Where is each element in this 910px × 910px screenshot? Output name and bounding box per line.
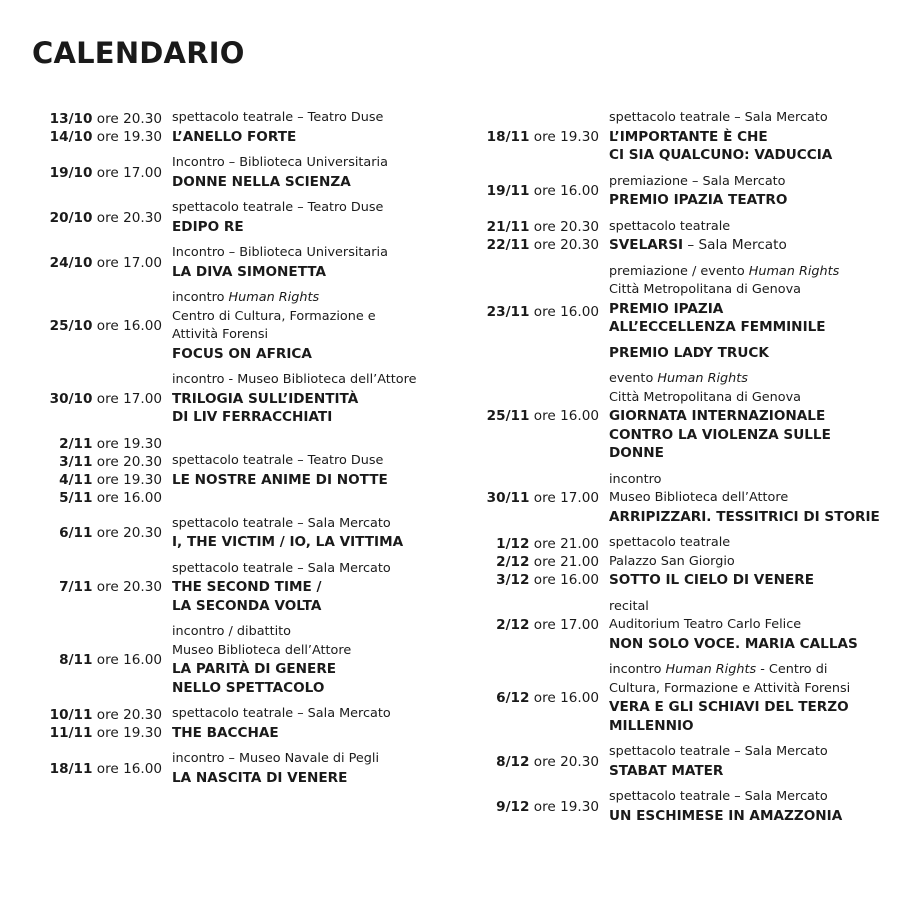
date-time: ore 20.30 <box>529 219 599 235</box>
date-time: ore 20.30 <box>92 525 162 541</box>
entry-details <box>609 109 903 165</box>
date-time: ore 17.00 <box>92 164 162 181</box>
entry-date <box>32 254 162 272</box>
event-info: recital <box>609 598 649 614</box>
calendar-entry <box>32 435 452 507</box>
event-info: spettacolo teatrale – Sala Mercato <box>172 560 391 576</box>
entry-date <box>32 435 162 453</box>
entry-dates <box>32 435 172 507</box>
event-title: PREMIO LADY TRUCK <box>609 344 769 361</box>
date-time: ore 16.00 <box>92 760 162 777</box>
date-day: 18/11 <box>486 128 530 145</box>
entry-date <box>483 303 599 321</box>
date-day: 14/10 <box>49 128 93 145</box>
date-day: 8/12 <box>496 753 530 770</box>
entry-date <box>32 164 162 182</box>
date-day: 2/12 <box>496 553 530 570</box>
entry-date <box>32 489 162 507</box>
entry-details <box>172 199 452 236</box>
event-title: THE SECOND TIME / <box>172 579 322 595</box>
entry-details <box>172 623 452 697</box>
entry-date <box>32 209 162 227</box>
date-time: ore 16.00 <box>92 318 162 334</box>
event-info: premiazione – Sala Mercato <box>609 173 786 189</box>
entry-date <box>483 798 599 816</box>
entry-date <box>32 524 162 542</box>
entry-date <box>483 218 599 236</box>
date-time: ore 16.00 <box>529 304 599 321</box>
event-info: Città Metropolitana di Genova <box>609 389 802 405</box>
event-info: Incontro – Biblioteca Universitaria <box>172 155 388 170</box>
entry-dates <box>32 317 172 335</box>
date-time: ore 20.30 <box>529 237 599 253</box>
event-info: spettacolo teatrale <box>609 218 731 234</box>
date-day: 20/10 <box>49 209 93 226</box>
date-time: ore 19.30 <box>529 128 599 145</box>
entry-dates <box>483 182 609 200</box>
calendar-entry <box>32 109 452 146</box>
date-day: 8/11 <box>59 652 93 668</box>
date-day: 24/10 <box>49 254 93 271</box>
event-title: DONNE <box>609 445 664 461</box>
entry-date <box>483 236 599 254</box>
date-day: 7/11 <box>59 579 93 596</box>
entry-details <box>172 515 452 552</box>
date-time: ore 17.00 <box>92 390 162 407</box>
date-day: 2/12 <box>496 617 530 634</box>
entry-date <box>32 471 162 489</box>
date-time: ore 16.00 <box>92 489 162 506</box>
entry-details <box>172 289 452 363</box>
entry-details <box>609 173 903 210</box>
entry-details <box>172 109 452 146</box>
event-info: spettacolo teatrale – Teatro Duse <box>172 453 384 468</box>
entry-date <box>32 706 162 724</box>
entry-date <box>32 317 162 335</box>
event-title: ALL’ECCELLENZA FEMMINILE <box>609 319 826 335</box>
event-info: spettacolo teatrale – Teatro Duse <box>172 110 384 125</box>
event-title: PREMIO IPAZIA <box>609 300 724 317</box>
entry-dates <box>483 218 609 254</box>
date-day: 10/11 <box>49 706 93 723</box>
entry-dates <box>483 303 609 321</box>
calendar-entry <box>32 750 452 787</box>
date-day: 30/10 <box>49 390 93 407</box>
page-title: CALENDARIO <box>32 36 245 70</box>
event-info: spettacolo teatrale – Teatro Duse <box>172 200 384 215</box>
entry-details <box>172 705 452 742</box>
entry-details <box>609 370 903 463</box>
calendar-entry <box>483 218 903 255</box>
date-time: ore 16.00 <box>529 571 599 588</box>
event-title: LA NASCITA DI VENERE <box>172 769 348 786</box>
entry-details <box>609 743 903 780</box>
calendar-entry <box>32 371 452 427</box>
event-info: Museo Biblioteca dell’Attore <box>172 642 352 658</box>
event-info: spettacolo teatrale – Sala Mercato <box>172 515 391 531</box>
entry-details <box>172 452 452 489</box>
date-time: ore 20.30 <box>92 579 162 596</box>
entry-dates <box>483 489 609 507</box>
calendar-entry <box>32 623 452 697</box>
calendar-entry <box>483 661 903 735</box>
event-title: L’IMPORTANTE È CHE <box>609 128 768 145</box>
event-title: SOTTO IL CIELO DI VENERE <box>609 572 815 588</box>
entry-date <box>483 616 599 634</box>
entry-date <box>483 689 599 707</box>
date-day: 11/11 <box>49 724 93 741</box>
calendar-entry <box>32 244 452 281</box>
calendar-entry <box>483 598 903 654</box>
entry-date <box>483 489 599 507</box>
entry-date <box>32 128 162 146</box>
calendar-entry <box>483 743 903 780</box>
date-time: ore 20.30 <box>92 110 162 127</box>
calendar-entry <box>32 560 452 616</box>
event-info: Centro di Cultura, Formazione e <box>172 308 376 324</box>
date-time: ore 19.30 <box>529 798 599 815</box>
calendar-entry <box>32 289 452 363</box>
event-info: spettacolo teatrale <box>609 535 731 550</box>
entry-date <box>32 453 162 471</box>
entry-dates <box>483 128 609 146</box>
event-info: Palazzo San Giorgio <box>609 553 735 569</box>
entry-dates <box>483 798 609 816</box>
event-info: Incontro – Biblioteca Universitaria <box>172 245 388 260</box>
entry-date <box>483 571 599 589</box>
entry-details <box>609 534 903 590</box>
event-info: Auditorium Teatro Carlo Felice <box>609 617 802 632</box>
date-day: 25/10 <box>49 318 93 334</box>
event-info: incontro Human Rights - Centro di <box>609 662 828 677</box>
event-title: GIORNATA INTERNAZIONALE <box>609 408 826 424</box>
event-info: incontro – Museo Navale di Pegli <box>172 751 380 766</box>
calendar-entry <box>483 263 903 363</box>
entry-date <box>32 578 162 596</box>
event-info: spettacolo teatrale – Sala Mercato <box>609 110 828 125</box>
entry-dates <box>32 254 172 272</box>
entry-dates <box>32 110 172 146</box>
event-title: CI SIA QUALCUNO: VADUCCIA <box>609 147 833 163</box>
entry-date <box>483 535 599 553</box>
date-time: ore 20.30 <box>529 753 599 770</box>
entry-dates <box>32 209 172 227</box>
event-title: EDIPO RE <box>172 218 244 235</box>
event-title: CONTRO LA VIOLENZA SULLE <box>609 426 831 443</box>
entry-dates <box>32 706 172 742</box>
event-title: TRILOGIA SULL’IDENTITÀ <box>172 390 359 407</box>
event-title: STABAT MATER <box>609 762 724 779</box>
entry-dates <box>32 164 172 182</box>
entry-date <box>32 110 162 128</box>
entry-dates <box>32 578 172 596</box>
date-time: ore 16.00 <box>529 183 599 199</box>
calendar-entry <box>32 705 452 742</box>
date-time: ore 16.00 <box>529 690 599 706</box>
date-day: 3/11 <box>59 453 93 470</box>
entry-dates <box>483 407 609 425</box>
calendar-entry <box>483 534 903 590</box>
event-info: spettacolo teatrale – Sala Mercato <box>609 744 828 759</box>
entry-date <box>32 760 162 778</box>
calendar-entry <box>483 370 903 463</box>
calendar-entry <box>483 173 903 210</box>
event-title: UN ESCHIMESE IN AMAZZONIA <box>609 807 843 824</box>
calendar-column-left <box>32 109 452 795</box>
entry-details <box>609 661 903 735</box>
date-day: 18/11 <box>49 760 93 777</box>
date-day: 23/11 <box>486 304 530 321</box>
event-title: I, THE VICTIM / IO, LA VITTIMA <box>172 534 404 550</box>
date-time: ore 17.00 <box>529 490 599 507</box>
calendar-entry <box>32 515 452 552</box>
entry-dates <box>32 390 172 408</box>
event-title: THE BACCHAE <box>172 724 279 741</box>
entry-dates <box>483 753 609 771</box>
entry-details <box>609 263 903 363</box>
entry-date <box>32 390 162 408</box>
date-time: ore 20.30 <box>92 453 162 470</box>
date-day: 19/10 <box>49 164 93 181</box>
date-time: ore 19.30 <box>92 724 162 741</box>
entry-date <box>32 651 162 669</box>
entry-dates <box>483 616 609 634</box>
event-info: Attività Forensi <box>172 327 269 342</box>
event-info: premiazione / evento Human Rights <box>609 263 840 279</box>
event-title: PREMIO IPAZIA TEATRO <box>609 192 788 208</box>
entry-details <box>172 560 452 616</box>
event-title: DI LIV FERRACCHIATI <box>172 409 333 425</box>
date-day: 19/11 <box>486 183 530 199</box>
entry-date <box>483 553 599 571</box>
calendar-entry <box>483 788 903 825</box>
event-title: L’ANELLO FORTE <box>172 128 297 145</box>
date-day: 6/11 <box>59 525 93 541</box>
date-day: 9/12 <box>496 798 530 815</box>
date-day: 25/11 <box>486 408 530 425</box>
date-day: 2/11 <box>59 435 93 452</box>
entry-details <box>609 471 903 527</box>
event-title: SVELARSI – Sala Mercato <box>609 237 787 253</box>
date-day: 22/11 <box>486 237 530 253</box>
entry-dates <box>32 760 172 778</box>
entry-date <box>32 724 162 742</box>
event-info: spettacolo teatrale – Sala Mercato <box>172 706 391 721</box>
entry-details <box>609 218 903 255</box>
date-day: 6/12 <box>496 690 530 706</box>
calendar-column-right <box>483 109 903 833</box>
calendar-entry <box>483 471 903 527</box>
date-day: 1/12 <box>496 535 530 552</box>
date-time: ore 21.00 <box>529 535 599 552</box>
date-time: ore 16.00 <box>529 408 599 425</box>
date-day: 4/11 <box>59 471 93 488</box>
event-title: MILLENNIO <box>609 717 694 734</box>
entry-dates <box>483 689 609 707</box>
event-title: LA PARITÀ DI GENERE <box>172 661 337 677</box>
event-title: DONNE NELLA SCIENZA <box>172 173 351 190</box>
event-info: incontro - Museo Biblioteca dell’Attore <box>172 372 417 387</box>
date-time: ore 17.00 <box>529 617 599 634</box>
entry-dates <box>32 651 172 669</box>
entry-date <box>483 128 599 146</box>
calendar-entry <box>32 154 452 191</box>
calendar-entry <box>32 199 452 236</box>
date-time: ore 19.30 <box>92 128 162 145</box>
date-time: ore 20.30 <box>92 706 162 723</box>
entry-details <box>609 598 903 654</box>
event-title: FOCUS ON AFRICA <box>172 345 312 362</box>
calendar-entry <box>483 109 903 165</box>
date-time: ore 20.30 <box>92 209 162 226</box>
date-time: ore 16.00 <box>92 652 162 668</box>
date-time: ore 19.30 <box>92 471 162 488</box>
event-info: incontro <box>609 471 662 487</box>
event-info: incontro Human Rights <box>172 290 320 305</box>
entry-dates <box>483 535 609 589</box>
entry-details <box>609 788 903 825</box>
event-title: VERA E GLI SCHIAVI DEL TERZO <box>609 699 849 715</box>
event-title: LA DIVA SIMONETTA <box>172 263 327 280</box>
entry-details <box>172 154 452 191</box>
event-title: NON SOLO VOCE. MARIA CALLAS <box>609 635 858 652</box>
event-title: LA SECONDA VOLTA <box>172 597 322 614</box>
event-title: NELLO SPETTACOLO <box>172 679 325 696</box>
entry-details <box>172 371 452 427</box>
event-info: Museo Biblioteca dell’Attore <box>609 490 789 505</box>
date-day: 3/12 <box>496 571 530 588</box>
entry-date <box>483 407 599 425</box>
event-info: spettacolo teatrale – Sala Mercato <box>609 789 828 804</box>
event-info: Città Metropolitana di Genova <box>609 282 802 297</box>
entry-date <box>483 182 599 200</box>
event-title: ARRIPIZZARI. TESSITRICI DI STORIE <box>609 508 880 525</box>
date-time: ore 17.00 <box>92 254 162 271</box>
event-title: LE NOSTRE ANIME DI NOTTE <box>172 471 388 488</box>
entry-details <box>172 244 452 281</box>
date-time: ore 21.00 <box>529 553 599 570</box>
event-info: incontro / dibattito <box>172 624 291 639</box>
event-info: evento Human Rights <box>609 371 748 386</box>
entry-date <box>483 753 599 771</box>
entry-dates <box>32 524 172 542</box>
event-info: Cultura, Formazione e Attività Forensi <box>609 680 851 696</box>
date-day: 5/11 <box>59 489 93 506</box>
date-time: ore 19.30 <box>92 435 162 452</box>
entry-details <box>172 750 452 787</box>
date-day: 30/11 <box>486 490 530 507</box>
date-day: 13/10 <box>49 110 93 127</box>
date-day: 21/11 <box>486 219 530 235</box>
